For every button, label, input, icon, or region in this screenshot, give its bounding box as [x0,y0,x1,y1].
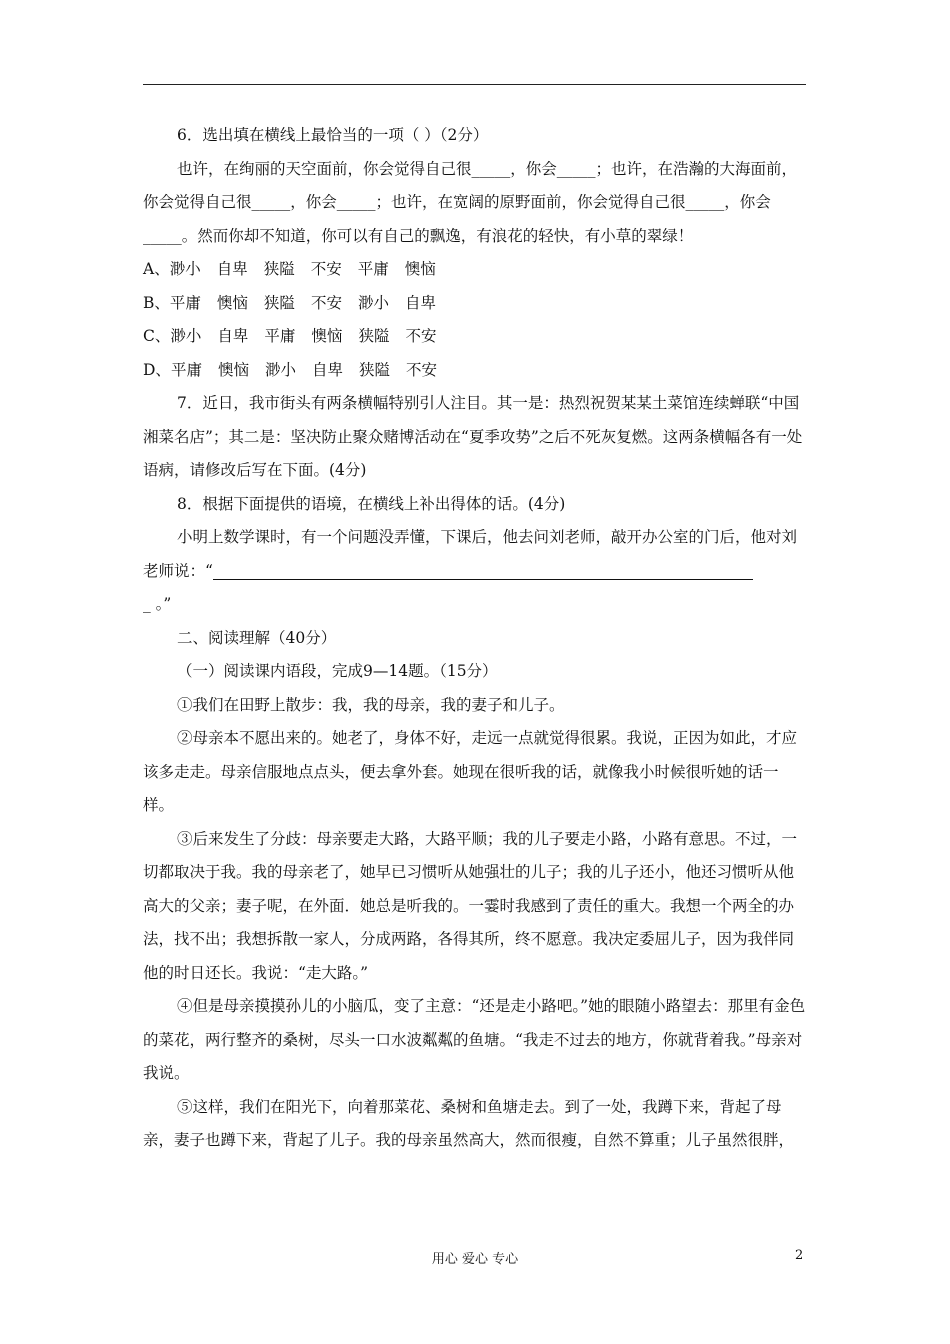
footer-motto: 用心 爱心 专心 [431,1252,519,1267]
option-word: 狭隘 [263,293,295,312]
option-word: 渺小 [170,327,202,345]
option-word: 懊恼 [311,327,343,345]
option-word: 平庸 [170,360,202,379]
q8-answer-line[interactable] [213,559,753,580]
option-word: 狭隘 [359,360,391,379]
q6-options [143,253,806,387]
option-word: 平庸 [264,327,296,345]
option-word: 懊恼 [217,360,249,379]
option-word: 狭隘 [263,260,295,278]
option-word: 自卑 [311,360,343,379]
section2-sub: （一）阅读课内语段，完成9—14题。（15分） [177,662,498,680]
option-word: 自卑 [404,293,436,312]
q8-close: _ 。” [143,595,172,613]
q7-text: 7．近日，我市街头有两条横幅特别引人注目。其一是：热烈祝贺某某土菜馆连续蝉联“中国湘菜名店”；其二是：坚决防止聚众赌博活动在“夏季攻势”之后不死灰复燃。这两条横幅各有一处语病，请修改后写在下面。(4分) [143,394,803,479]
option-word: 渺小 [357,293,389,312]
option-word: 自卑 [217,327,249,345]
q6-passage: 也许，在绚丽的天空面前，你会觉得自己很_____，你会_____；也许，在浩瀚的大海面前，你会觉得自己很_____，你会_____；也许，在宽阔的原野面前，你会觉得自己很_____，你会_____。然而你却不知道，你可以有自己的飘逸，有浪花的轻快，有小草的翠绿！ [143,159,798,245]
option-word: 不安 [310,293,342,312]
q8-stem: 8．根据下面提供的语境，在横线上补出得体的话。(4分) [177,494,566,513]
option-word: 渺小 [169,260,201,278]
option-word: 懊恼 [216,293,248,312]
q8-context [143,521,806,588]
q6-option [143,320,806,354]
option-word: 平庸 [169,293,201,312]
option-word: 不安 [406,360,438,379]
option-letter: C、 [143,327,171,345]
q6-option [143,287,806,321]
option-word: 不安 [405,327,437,345]
passage-paragraph: ②母亲本不愿出来的。她老了，身体不好，走远一点就觉得很累。我说，正因为如此，才应该多走走。母亲信服地点点头，便去拿外套。她现在很听我的话，就像我小时候很听她的话一样。 [143,729,798,814]
q6-stem: 6．选出填在横线上最恰当的一项（ ）（2分） [177,126,489,144]
section2-title: 二、阅读理解（40分） [177,628,337,647]
option-word: 懊恼 [404,260,436,278]
option-word: 平庸 [357,260,389,278]
passage-paragraph: ①我们在田野上散步：我，我的母亲，我的妻子和儿子。 [177,695,565,714]
option-word: 自卑 [216,260,248,278]
passage-paragraph: ⑤这样，我们在阳光下，向着那菜花、桑树和鱼塘走去。到了一处，我蹲下来，背起了母亲，妻子也蹲下来，背起了儿子。我的母亲虽然高大，然而很瘦，自然不算重；儿子虽然很胖， [143,1097,795,1149]
q8-context-text: 小明上数学课时，有一个问题没弄懂，下课后，他去问刘老师，敲开办公室的门后，他对刘老师说：“ [143,528,798,580]
option-word: 渺小 [264,360,296,379]
option-word: 不安 [310,260,342,278]
option-letter: D、 [143,360,171,379]
passage-paragraph: ④但是母亲摸摸孙儿的小脑瓜，变了主意：“还是走小路吧。”她的眼随小路望去：那里有金色的菜花，两行整齐的桑树，尽头一口水波粼粼的鱼塘。“我走不过去的地方，你就背着我。”母亲对我说。 [143,997,806,1082]
q6-option [143,354,806,388]
q6-option [143,253,806,287]
option-letter: B、 [143,293,170,312]
header-rule [143,84,806,85]
option-letter: A、 [143,260,170,278]
reading-passage [143,689,806,1158]
document-body [143,119,806,1158]
passage-paragraph: ③后来发生了分歧：母亲要走大路，大路平顺；我的儿子要走小路，小路有意思。不过，一切都取决于我。我的母亲老了，她早已习惯听从她强壮的儿子；我的儿子还小，他还习惯听从他高大的父亲；妻子呢，在外面．她总是听我的。一霎时我感到了责任的重大。我想一个两全的办法，找不出；我想拆散一家人，分成两路，各得其所，终不愿意。我决定委屈儿子，因为我伴同他的时日还长。我说：“走大路。” [143,829,798,982]
page-number: 2 [795,1248,804,1263]
option-word: 狭隘 [358,327,390,345]
